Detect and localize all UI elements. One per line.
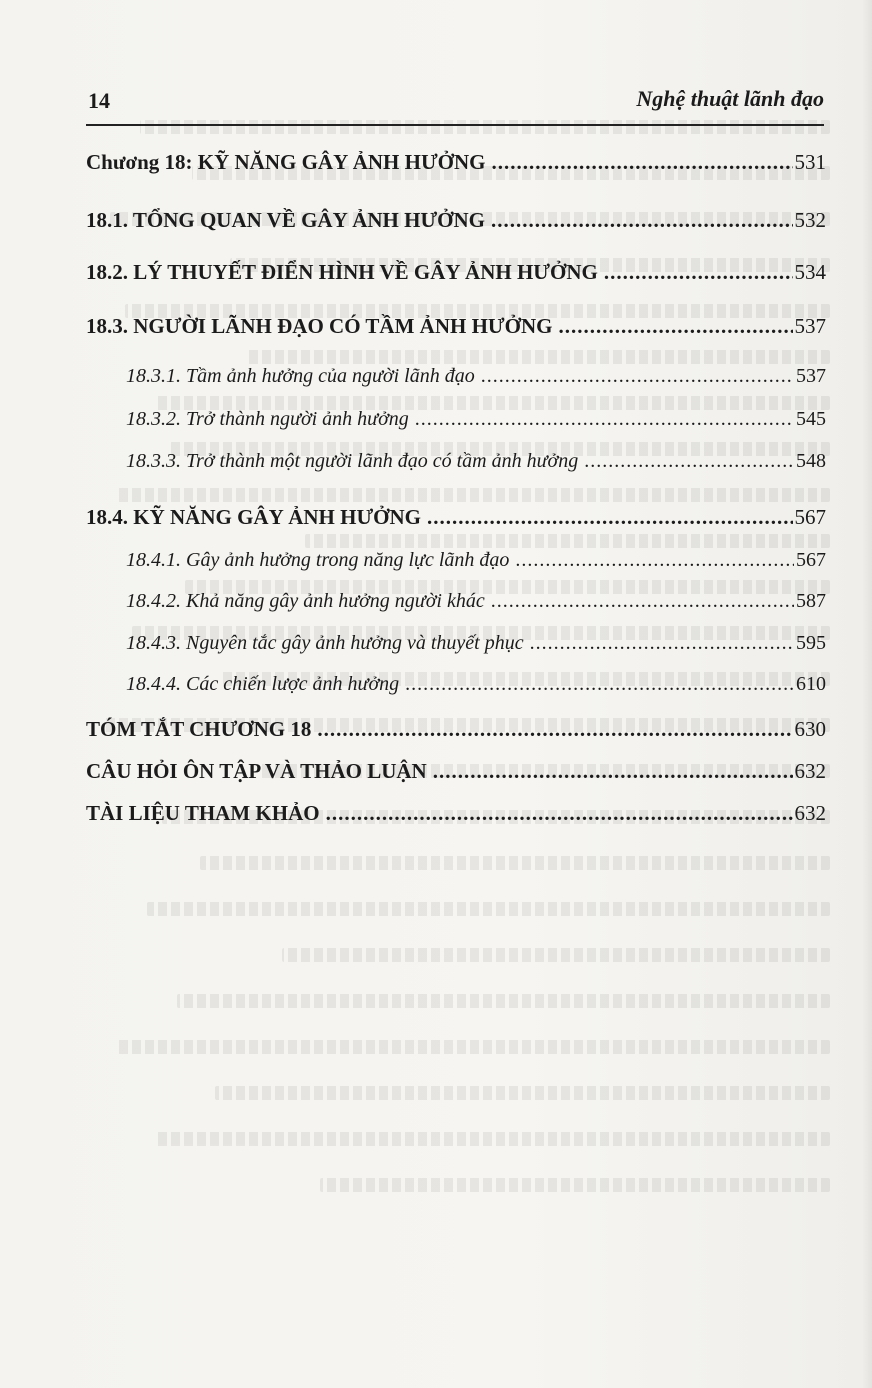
toc-entry-title: 18.3.3. Trở thành một người lãnh đạo có tầm ảnh hưởng [126,450,579,472]
dot-leader [515,549,794,572]
dot-leader [604,260,793,285]
toc-entry-title: 18.2. LÝ THUYẾT ĐIỂN HÌNH VỀ GÂY ẢNH HƯỞNG [86,260,598,284]
toc-entry-title: TÀI LIỆU THAM KHẢO [86,801,320,825]
dot-leader [433,759,793,784]
dot-leader [317,717,792,742]
toc-entry [86,801,826,835]
dot-leader [492,150,793,175]
toc-entry [126,673,826,707]
toc-entry-page: 567 [796,549,826,571]
toc-entry-title: 18.4.2. Khả năng gây ảnh hưởng người khác [126,590,485,612]
book-title: Nghệ thuật lãnh đạo [636,86,824,111]
toc-entry-title: 18.4.1. Gây ảnh hưởng trong năng lực lãnh đạo [126,549,510,571]
toc-entry-page: 630 [794,717,826,741]
toc-entry [126,450,826,484]
toc-entry [126,632,826,666]
dot-leader [491,590,794,613]
toc-entry-title: Chương 18: KỸ NĂNG GÂY ẢNH HƯỞNG [86,150,486,174]
toc-entry-page: 595 [796,632,826,654]
page-number: 14 [88,88,110,113]
toc-entry-title: 18.3.2. Trở thành người ảnh hưởng [126,408,409,430]
dot-leader [326,801,793,826]
toc-entry-page: 537 [794,314,826,338]
toc-entry [86,717,826,751]
toc-entry [126,590,826,624]
toc-entry-page: 537 [796,365,826,387]
toc-entry-page: 567 [794,505,826,529]
toc-entry-title: 18.3.1. Tầm ảnh hưởng của người lãnh đạo [126,365,475,387]
toc-entry [86,150,826,184]
toc-entry-page: 548 [796,450,826,472]
dot-leader [405,673,794,696]
toc-entry-page: 632 [794,801,826,825]
toc-entry-page: 534 [794,260,826,284]
toc-entry [86,208,826,242]
dot-leader [427,505,792,530]
toc-entry [126,408,826,442]
toc-entry-page: 587 [796,590,826,612]
dot-leader [530,632,794,655]
toc-entry [86,505,826,539]
toc-entry-title: 18.1. TỔNG QUAN VỀ GÂY ẢNH HƯỞNG [86,208,486,232]
dot-leader [415,408,794,431]
toc-entry-page: 610 [796,673,826,695]
toc-entry [86,314,826,348]
toc-entry-title: 18.4. KỸ NĂNG GÂY ẢNH HƯỞNG [86,505,422,529]
toc-entry [86,759,826,793]
toc-entry-page: 531 [794,150,826,174]
toc-entry [126,549,826,583]
running-header [86,84,824,126]
toc-entry-page: 632 [794,759,826,783]
dot-leader [491,208,792,233]
toc-entry-page: 545 [796,408,826,430]
toc-entry-title: 18.3. NGƯỜI LÃNH ĐẠO CÓ TẦM ẢNH HƯỞNG [86,314,553,338]
toc-entry [126,365,826,399]
dot-leader [584,450,794,473]
toc-entry-title: 18.4.3. Nguyên tắc gây ảnh hưởng và thuyết phục [126,632,524,654]
toc-entry [86,260,826,294]
dot-leader [558,314,792,339]
toc-entry-page: 532 [794,208,826,232]
dot-leader [481,365,794,388]
toc-entry-title: TÓM TẮT CHƯƠNG 18 [86,717,312,741]
toc-entry-title: CÂU HỎI ÔN TẬP VÀ THẢO LUẬN [86,759,427,783]
toc-entry-title: 18.4.4. Các chiến lược ảnh hưởng [126,673,400,695]
page-edge-shadow [862,0,872,1388]
